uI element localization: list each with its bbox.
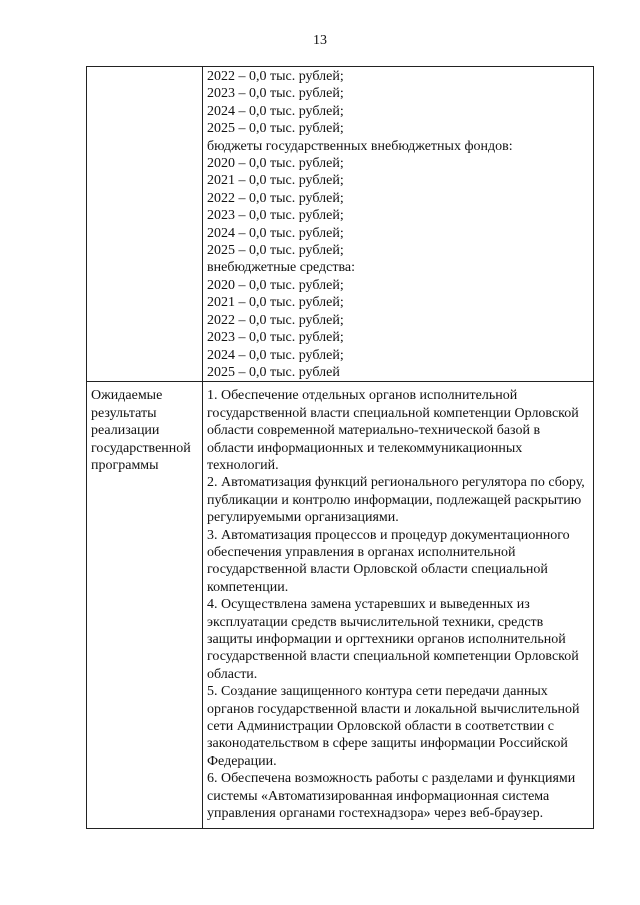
results-label-line: государственной bbox=[91, 440, 191, 456]
funding-line: 2025 – 0,0 тыс. рублей; bbox=[207, 243, 344, 259]
funding-subheading: бюджеты государственных внебюджетных фондов: bbox=[207, 138, 513, 154]
funding-line: 2022 – 0,0 тыс. рублей; bbox=[207, 190, 344, 206]
results-label-line: Ожидаемые bbox=[91, 388, 163, 404]
funding-line: 2023 – 0,0 тыс. рублей; bbox=[207, 86, 344, 102]
results-label-line: реализации bbox=[91, 423, 160, 439]
funding-subheading: внебюджетные средства: bbox=[207, 260, 355, 276]
funding-line: 2021 – 0,0 тыс. рублей; bbox=[207, 173, 344, 189]
table-row-funding bbox=[87, 67, 594, 382]
funding-line: 2022 – 0,0 тыс. рублей; bbox=[207, 69, 344, 84]
funding-line: 2025 – 0,0 тыс. рублей; bbox=[207, 121, 344, 137]
funding-line: 2020 – 0,0 тыс. рублей; bbox=[207, 156, 344, 172]
result-item-2: 2. Автоматизация функций регионального регулятора по сбору, публикации и контролю информации, подлежащей раскрытию регулируемыми организациями. bbox=[207, 475, 585, 526]
funding-line: 2024 – 0,0 тыс. рублей; bbox=[207, 225, 344, 241]
result-item-6: 6. Обеспечена возможность работы с разделами и функциями системы «Автоматизированная информационная система управления органами гостехнадзора» через веб-браузер. bbox=[207, 771, 576, 822]
passport-table bbox=[86, 66, 594, 829]
result-item-4: 4. Осуществлена замена устаревших и выведенных из эксплуатации средств вычислительной техники, средств защиты информации и оргтехники органов исполнительной государственной власти специальной компетенции Орловской области. bbox=[207, 597, 579, 682]
funding-line: 2024 – 0,0 тыс. рублей; bbox=[207, 103, 344, 119]
funding-line: 2023 – 0,0 тыс. рублей; bbox=[207, 330, 344, 346]
funding-line: 2024 – 0,0 тыс. рублей; bbox=[207, 347, 344, 363]
funding-line: 2025 – 0,0 тыс. рублей bbox=[207, 364, 340, 380]
page-number: 13 bbox=[313, 33, 327, 48]
result-item-5: 5. Создание защищенного контура сети передачи данных органов государственной власти и локальной вычислительной сети Администрации Орловской области в соответствии с законодательством в сфере защиты информации Российской Федерации. bbox=[207, 684, 580, 769]
cell-results-label bbox=[87, 382, 203, 829]
funding-line: 2023 – 0,0 тыс. рублей; bbox=[207, 208, 344, 224]
result-item-1: 1. Обеспечение отдельных органов исполнительной государственной власти специальной компетенции Орловской области современной материально-технической базой в области информационных и телекоммуникационных технологий. bbox=[207, 388, 579, 473]
funding-line: 2022 – 0,0 тыс. рублей; bbox=[207, 312, 344, 328]
cell-funding-values bbox=[203, 67, 594, 382]
results-label-line: результаты bbox=[91, 405, 157, 421]
cell-results-list bbox=[203, 382, 594, 829]
results-label-line: программы bbox=[91, 457, 159, 473]
table-row-expected-results bbox=[87, 382, 594, 829]
funding-line: 2020 – 0,0 тыс. рублей; bbox=[207, 277, 344, 293]
result-item-3: 3. Автоматизация процессов и процедур документационного обеспечения управления в органах исполнительной государственной власти Орловской области специальной компетенции. bbox=[207, 527, 570, 595]
cell-funding-label bbox=[87, 67, 203, 382]
funding-line: 2021 – 0,0 тыс. рублей; bbox=[207, 295, 344, 311]
